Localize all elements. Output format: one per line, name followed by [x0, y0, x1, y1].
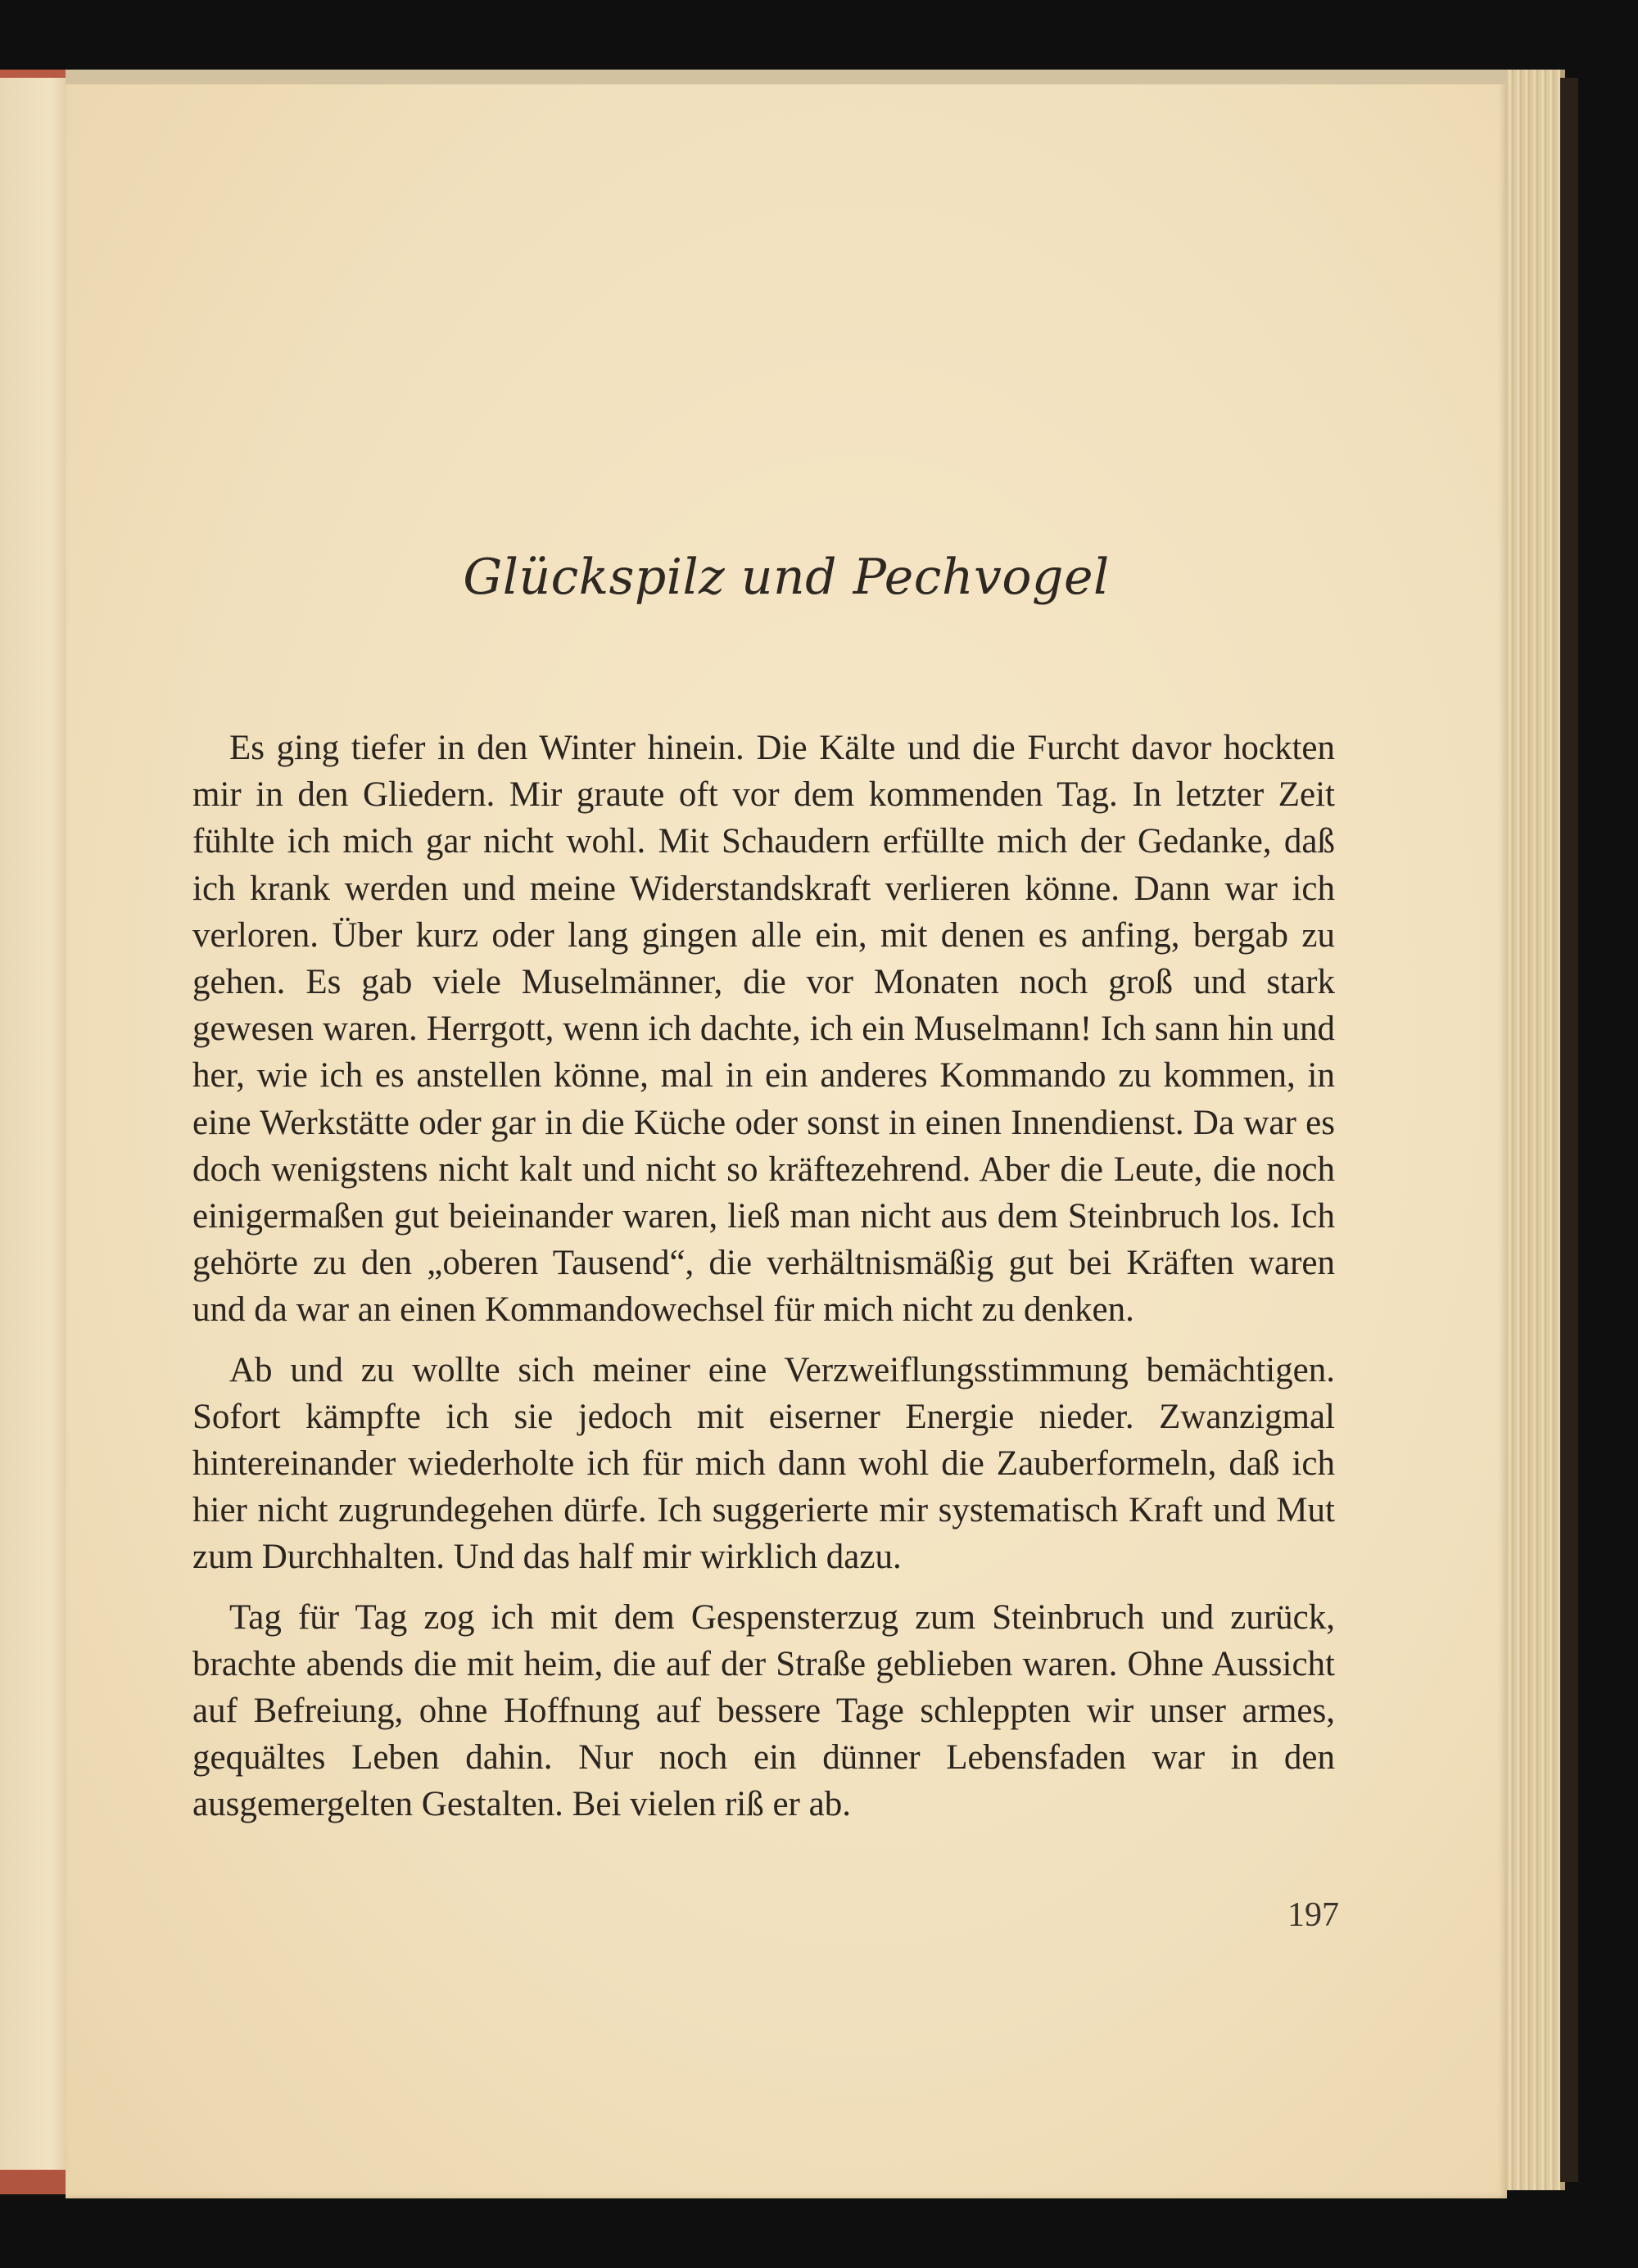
- page-stack-edge: [1499, 70, 1565, 2190]
- chapter-title: Glückspilz und Pechvogel: [463, 549, 1110, 606]
- book-page: [66, 70, 1507, 2198]
- paragraph-3: Tag für Tag zog ich mit dem Gespensterzug zum Steinbruch und zurück, brachte abends die mit heim, die auf der Straße geblieben waren. Ohne Aussicht auf Befreiung, ohne Hoffnung auf bessere Tage schleppten wir unser armes, gequältes Leben dahin. Nur noch ein dünner Lebensfaden war in den ausgemergelten Gestalten. Bei vielen riß er ab.: [192, 1597, 1335, 1824]
- body-text: [192, 725, 1335, 1841]
- paragraph-2: Ab und zu wollte sich meiner eine Verzweiflungsstimmung bemächtigen. Sofort kämpfte ich sie jedoch mit eiserner Energie nieder. Zwanzigmal hintereinander wiederholte ich für mich dann wohl die Zauberformeln, daß ich hier nicht zugrundegehen dürfe. Ich suggerierte mir systematisch Kraft und Mut zum Durchhalten. Und das half mir wirklich dazu.: [192, 1350, 1335, 1577]
- page-number: 197: [1287, 1896, 1339, 1934]
- paragraph-1: Es ging tiefer in den Winter hinein. Die Kälte und die Furcht davor hockten mir in den Gliedern. Mir graute oft vor dem kommenden Tag. In letzter Zeit fühlte ich mich gar nicht wohl. Mit Schaudern erfüllte mich der Gedanke, daß ich krank werden und meine Widerstandskraft verlieren könne. Dann war ich verloren. Über kurz oder lang gingen alle ein, mit denen es anfing, bergab zu gehen. Es gab viele Muselmänner, die vor Monaten noch groß und stark gewesen waren. Herrgott, wenn ich dachte, ich ein Muselmann! Ich sann hin und her, wie ich es anstellen könne, mal in ein anderes Kommando zu kommen, in eine Werkstätte oder gar in die Küche oder sonst in einen Innendienst. Da war es doch wenigstens nicht kalt und nicht so kräftezehrend. Aber die Leute, die noch einigermaßen gut beieinander waren, ließ man nicht aus dem Steinbruch los. Ich gehörte zu den „oberen Tausend“, die verhältnismäßig gut bei Kräften waren und da war an einen Kommandowechsel für mich nicht zu denken.: [192, 729, 1335, 1330]
- cover-edge-right: [1560, 78, 1578, 2182]
